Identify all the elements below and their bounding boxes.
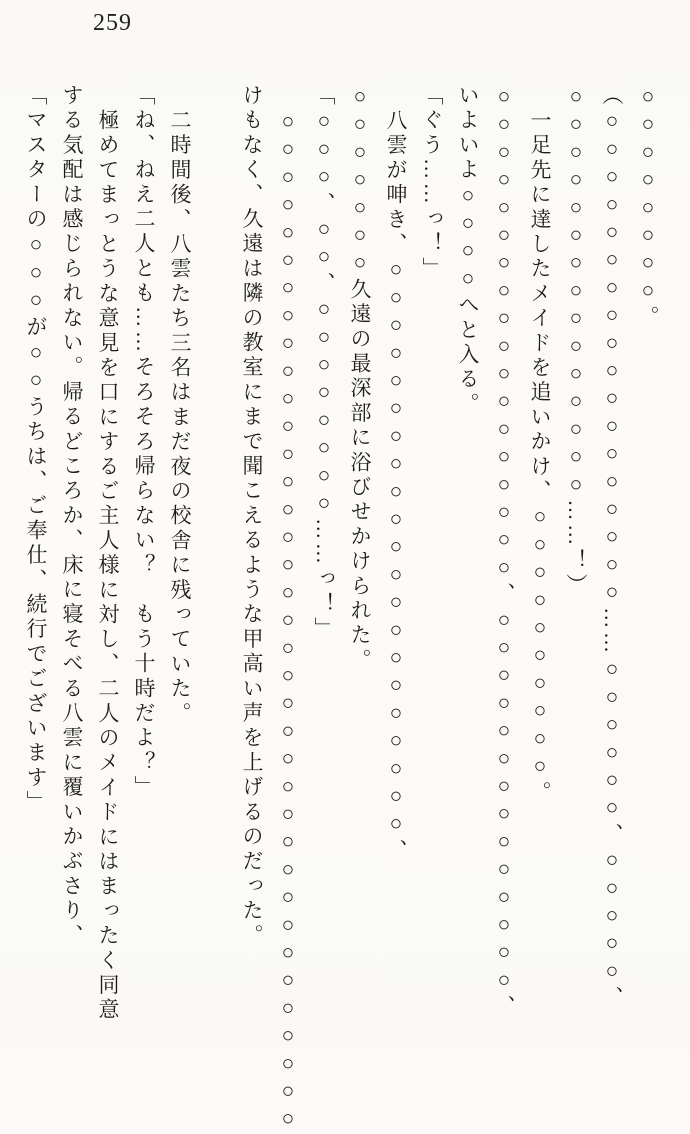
paragraph: ○○○○○○○○○○○○○○○○○○○○○○○○○○○○○○○○○○○○○けもなく、久遠は隣の教室にまで聞こえるような甲高い声を上げるのだった。 <box>240 84 300 1134</box>
paragraph: ○○○○○○○○。 <box>636 84 660 331</box>
paragraph: 二時間後、八雲たち三名はまだ夜の校舎に残っていた。 <box>168 109 192 727</box>
text-column-area <box>24 84 666 1134</box>
paragraph: 一足先に達したメイドを追いかけ、○○○○○○○○○○。○○○○○○○○○○○○○○○○○○、○○○○○○○○○○○○○○、いよいよ○○○○へと入る。 <box>456 84 552 1020</box>
paragraph: 「マスターの○○○が○○うちは、ご奉仕、続行でございます」 <box>24 84 48 816</box>
paragraph: 「○○○、○○、○○○○○○○○……っ！」 <box>312 84 336 642</box>
paragraph: 八雲が呻き、○○○○○○○○○○○○○○○○○○○○○、○○○○○○○久遠の最深部に浴びせかけられた。 <box>348 84 408 864</box>
paragraph: 極めてまっとうな意見を口にするご主人様に対し、二人のメイドにはまったく同意する気配は感じられない。帰るどころか、床に寝そべる八雲に覆いかぶさり、 <box>60 84 120 1023</box>
paragraph: （○○○○○○○○○○○○○○○○○○……○○○○○○、○○○○○、○○○○○○○○○○○○○○○……！） <box>564 84 624 1011</box>
paragraph: 「ぐう……っ！」 <box>420 84 444 282</box>
page-number: 259 <box>93 10 132 36</box>
paragraph: 「ね、ねえ二人とも……そろそろ帰らない？ もう十時だよ？」 <box>132 84 156 801</box>
